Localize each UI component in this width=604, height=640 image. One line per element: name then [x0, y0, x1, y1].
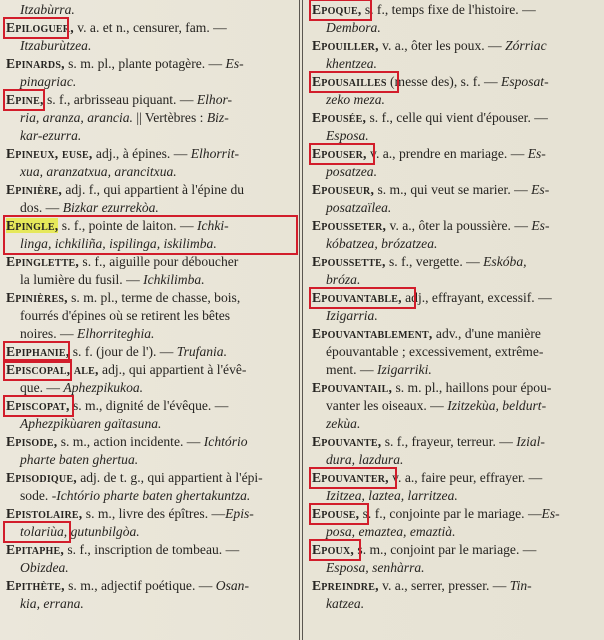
headword: Epistolaire,	[6, 506, 83, 521]
entry-text: Aphezpikùaren gaïtasuna.	[20, 416, 162, 431]
headword: Epithète,	[6, 578, 65, 593]
entry-text: Ichtório pharte baten ghertakuntza.	[56, 488, 251, 503]
entry-text: Es-	[541, 506, 560, 521]
entry-text: Es-	[531, 218, 550, 233]
headword: Epouse,	[312, 506, 360, 521]
entry-text: Biz-	[206, 110, 229, 125]
entry-text: ment. —	[326, 362, 377, 377]
entry-text: vanter les oiseaux. —	[326, 398, 448, 413]
entry-text: v. a., faire peur, effrayer. —	[388, 470, 543, 485]
entry-text: zeko meza.	[326, 92, 385, 107]
dictionary-line	[6, 361, 246, 379]
headword: Epine,	[6, 92, 44, 107]
dictionary-line	[6, 217, 229, 235]
dictionary-line	[6, 577, 249, 595]
entry-text: pinagriac.	[20, 74, 77, 89]
entry-text: s. f., vergette. —	[385, 254, 484, 269]
dictionary-line	[312, 577, 532, 595]
entry-text: Es-	[225, 56, 244, 71]
entry-text: Es-	[531, 182, 550, 197]
dictionary-line	[326, 19, 381, 37]
dictionary-line	[6, 145, 239, 163]
dictionary-line	[6, 253, 238, 271]
dictionary-line	[312, 469, 542, 487]
entry-text: kóbatzea, brózatzea.	[326, 236, 438, 251]
entry-text: adv., d'une manière	[432, 326, 541, 341]
entry-text: Izitzea, laztea, larritzea.	[326, 488, 458, 503]
dictionary-line	[312, 217, 549, 235]
entry-text: Ichki-	[196, 218, 229, 233]
headword: Episcopat,	[6, 398, 70, 413]
entry-text: pharte baten ghertua.	[20, 452, 139, 467]
headword: Epousailles	[312, 74, 387, 89]
entry-text: dura, lazdura.	[326, 452, 404, 467]
dictionary-line	[20, 451, 138, 469]
entry-text: v. a., prendre en mariage. —	[366, 146, 528, 161]
entry-text: Epis-	[225, 506, 254, 521]
headword: Episode,	[6, 434, 58, 449]
dictionary-line	[326, 451, 403, 469]
dictionary-line	[20, 1, 75, 19]
dictionary-line	[6, 433, 248, 451]
dictionary-line	[326, 127, 369, 145]
entry-text: posatzaïlea.	[326, 200, 392, 215]
dictionary-line	[6, 91, 232, 109]
entry-text: Izial-	[516, 434, 545, 449]
entry-text: s. f., temps fixe de l'histoire. —	[361, 2, 536, 17]
dictionary-line	[20, 163, 177, 181]
headword: Epouseur,	[312, 182, 375, 197]
headword: Epiphanie,	[6, 344, 70, 359]
dictionary-line	[20, 415, 161, 433]
entry-text: v. a., ôter la poussière. —	[386, 218, 532, 233]
entry-text: s. m., action incidente. —	[57, 434, 204, 449]
headword: Epousseter,	[312, 218, 387, 233]
entry-text: Izitzekùa, beldurt-	[447, 398, 547, 413]
entry-text: Esposa.	[326, 128, 369, 143]
dictionary-line	[312, 433, 545, 451]
entry-text: v. a., serrer, presser. —	[378, 578, 510, 593]
dictionary-line	[312, 505, 560, 523]
dictionary-line	[326, 271, 360, 289]
entry-text: adj., qui appartient à l'évê-	[98, 362, 247, 377]
entry-text: v. a., ôter les poux. —	[378, 38, 506, 53]
entry-text: xua, aranzatxua, arancitxua.	[20, 164, 177, 179]
entry-text: khentzea.	[326, 56, 377, 71]
dictionary-line	[20, 523, 140, 541]
dictionary-line	[20, 37, 91, 55]
entry-text: linga, ichkiliña, ispilinga, iskilimba.	[20, 236, 217, 251]
dictionary-line	[20, 235, 217, 253]
dictionary-line	[326, 343, 543, 361]
entry-text: Dembora.	[326, 20, 381, 35]
dictionary-line	[20, 595, 84, 613]
entry-text: Obizdea.	[20, 560, 69, 575]
entry-text: s. m., adjectif poétique. —	[64, 578, 216, 593]
dictionary-line	[312, 289, 552, 307]
dictionary-line	[312, 73, 549, 91]
dictionary-line	[312, 181, 549, 199]
dictionary-line	[6, 397, 228, 415]
dictionary-line	[326, 397, 546, 415]
dictionary-line	[312, 253, 527, 271]
entry-text: posa, emaztea, emaztià.	[326, 524, 456, 539]
dictionary-line	[312, 379, 551, 397]
entry-text: sode. -	[20, 488, 57, 503]
dictionary-line	[326, 487, 458, 505]
dictionary-line	[312, 109, 548, 127]
headword: Epiloguer,	[6, 20, 74, 35]
dictionary-line	[6, 505, 254, 523]
dictionary-line	[326, 199, 391, 217]
entry-text: s. f., inscription de tombeau. —	[63, 542, 240, 557]
entry-text: s. f., arbrisseau piquant. —	[43, 92, 197, 107]
entry-text: Zórriac	[505, 38, 547, 53]
dictionary-line	[326, 523, 456, 541]
entry-text: s. m., qui veut se marier. —	[374, 182, 532, 197]
entry-text: v. a. et n., censurer, fam. —	[73, 20, 227, 35]
dictionary-line	[20, 199, 159, 217]
dictionary-line	[6, 289, 240, 307]
entry-text: Izigarriki.	[376, 362, 432, 377]
entry-text: s. m., conjoint par le mariage. —	[354, 542, 537, 557]
dictionary-line	[20, 307, 230, 325]
dictionary-line	[6, 55, 244, 73]
entry-text: kia, errana.	[20, 596, 84, 611]
entry-text: s. f. (jour de l'). —	[69, 344, 177, 359]
entry-text: Eskóba,	[483, 254, 527, 269]
dictionary-line	[20, 559, 69, 577]
headword: Epousée,	[312, 110, 367, 125]
entry-text: que. —	[20, 380, 64, 395]
entry-text: Ichkilimba.	[143, 272, 205, 287]
dictionary-line	[20, 109, 229, 127]
column-divider	[302, 0, 303, 640]
entry-text: katzea.	[326, 596, 365, 611]
headword: Epinière,	[6, 182, 62, 197]
headword: Epouvanter,	[312, 470, 389, 485]
headword: Epouvante,	[312, 434, 382, 449]
entry-text: Elhorriteghia.	[77, 326, 155, 341]
dictionary-line	[326, 595, 364, 613]
entry-text: adj. f., qui appartient à l'épine du	[61, 182, 245, 197]
entry-text: s. m. pl., terme de chasse, bois,	[67, 290, 241, 305]
dictionary-line	[312, 37, 547, 55]
entry-text: Izigarria.	[326, 308, 378, 323]
headword: Epouser,	[312, 146, 367, 161]
dictionary-line	[312, 541, 536, 559]
headword: Epouiller,	[312, 38, 379, 53]
dictionary-line	[6, 19, 227, 37]
entry-text: s. m., dignité de l'évêque. —	[69, 398, 229, 413]
entry-text: Ichtório	[203, 434, 248, 449]
dictionary-line	[326, 361, 432, 379]
entry-text: s. f., pointe de laiton. —	[58, 218, 197, 233]
entry-text: Elhorrit-	[190, 146, 240, 161]
dictionary-line	[326, 307, 378, 325]
headword: Epinards,	[6, 56, 65, 71]
dictionary-line	[326, 91, 385, 109]
dictionary-line	[6, 469, 263, 487]
entry-text: Esposa, senhàrra.	[326, 560, 425, 575]
headword: Epreindre,	[312, 578, 379, 593]
entry-text: ria, aranza, arancia.	[20, 110, 133, 125]
dictionary-line	[20, 127, 81, 145]
dictionary-line	[20, 325, 154, 343]
dictionary-line	[6, 541, 239, 559]
headword: Episodique,	[6, 470, 77, 485]
entry-text: s. f., frayeur, terreur. —	[381, 434, 517, 449]
entry-text: noires. —	[20, 326, 78, 341]
headword: Epoux,	[312, 542, 354, 557]
headword: Epinglette,	[6, 254, 80, 269]
entry-text: (messe des), s. f. —	[386, 74, 502, 89]
headword: Epouvantablement,	[312, 326, 433, 341]
headword: Epouvantail,	[312, 380, 393, 395]
headword: Epingle,	[6, 218, 59, 233]
entry-text: s. m. pl., haillons pour épou-	[392, 380, 552, 395]
headword: Epineux, euse,	[6, 146, 93, 161]
entry-text: adj., à épines. —	[92, 146, 191, 161]
dictionary-line	[326, 55, 377, 73]
entry-text: Osan-	[215, 578, 249, 593]
entry-text: || Vertèbres :	[132, 110, 207, 125]
dictionary-line	[20, 73, 76, 91]
entry-text: Trufania.	[176, 344, 228, 359]
entry-text: s. f., conjointe par le mariage. —	[359, 506, 542, 521]
entry-text: Tin-	[509, 578, 532, 593]
entry-text: la lumière du fusil. —	[20, 272, 144, 287]
headword: Epinières,	[6, 290, 68, 305]
dictionary-line	[326, 235, 437, 253]
headword: Epouvantable,	[312, 290, 402, 305]
entry-text: fourrés d'épines où se retirent les bêtes	[20, 308, 231, 323]
entry-text: Bizkar ezurrekòa.	[62, 200, 159, 215]
entry-text: adj., effrayant, excessif. —	[401, 290, 552, 305]
entry-text: s. f., celle qui vient d'épouser. —	[366, 110, 548, 125]
entry-text: Es-	[527, 146, 546, 161]
entry-text: épouvantable ; excessivement, extrême-	[326, 344, 544, 359]
headword: Epoque,	[312, 2, 362, 17]
entry-text: posatzea.	[326, 164, 377, 179]
entry-text: zekùa.	[326, 416, 361, 431]
dictionary-line	[20, 271, 205, 289]
entry-text: Itzabùrra.	[20, 2, 75, 17]
entry-text: Esposat-	[501, 74, 549, 89]
dictionary-line	[326, 559, 425, 577]
column-divider	[299, 0, 300, 640]
entry-text: bróza.	[326, 272, 361, 287]
entry-text: Itzaburùtzea.	[20, 38, 92, 53]
entry-text: Aphezpikukoa.	[63, 380, 144, 395]
dictionary-line	[312, 325, 541, 343]
headword: Epoussette,	[312, 254, 386, 269]
headword: Epitaphe,	[6, 542, 64, 557]
entry-text: kar-ezurra.	[20, 128, 82, 143]
dictionary-line	[6, 181, 244, 199]
dictionary-line	[6, 343, 227, 361]
entry-text: s. m. pl., plante potagère. —	[64, 56, 226, 71]
headword: Episcopal, ale,	[6, 362, 99, 377]
dictionary-line	[312, 1, 536, 19]
entry-text: adj. de t. g., qui appartient à l'épi-	[76, 470, 263, 485]
entry-text: s. m., livre des épîtres. —	[82, 506, 226, 521]
dictionary-line	[326, 163, 377, 181]
dictionary-line	[20, 487, 250, 505]
dictionary-line	[312, 145, 546, 163]
entry-text: s. f., aiguille pour déboucher	[79, 254, 239, 269]
entry-text: Elhor-	[196, 92, 233, 107]
dictionary-line	[326, 415, 360, 433]
dictionary-line	[20, 379, 143, 397]
entry-text: dos. —	[20, 200, 63, 215]
entry-text: tolariùa, gutunbilgòa.	[20, 524, 140, 539]
